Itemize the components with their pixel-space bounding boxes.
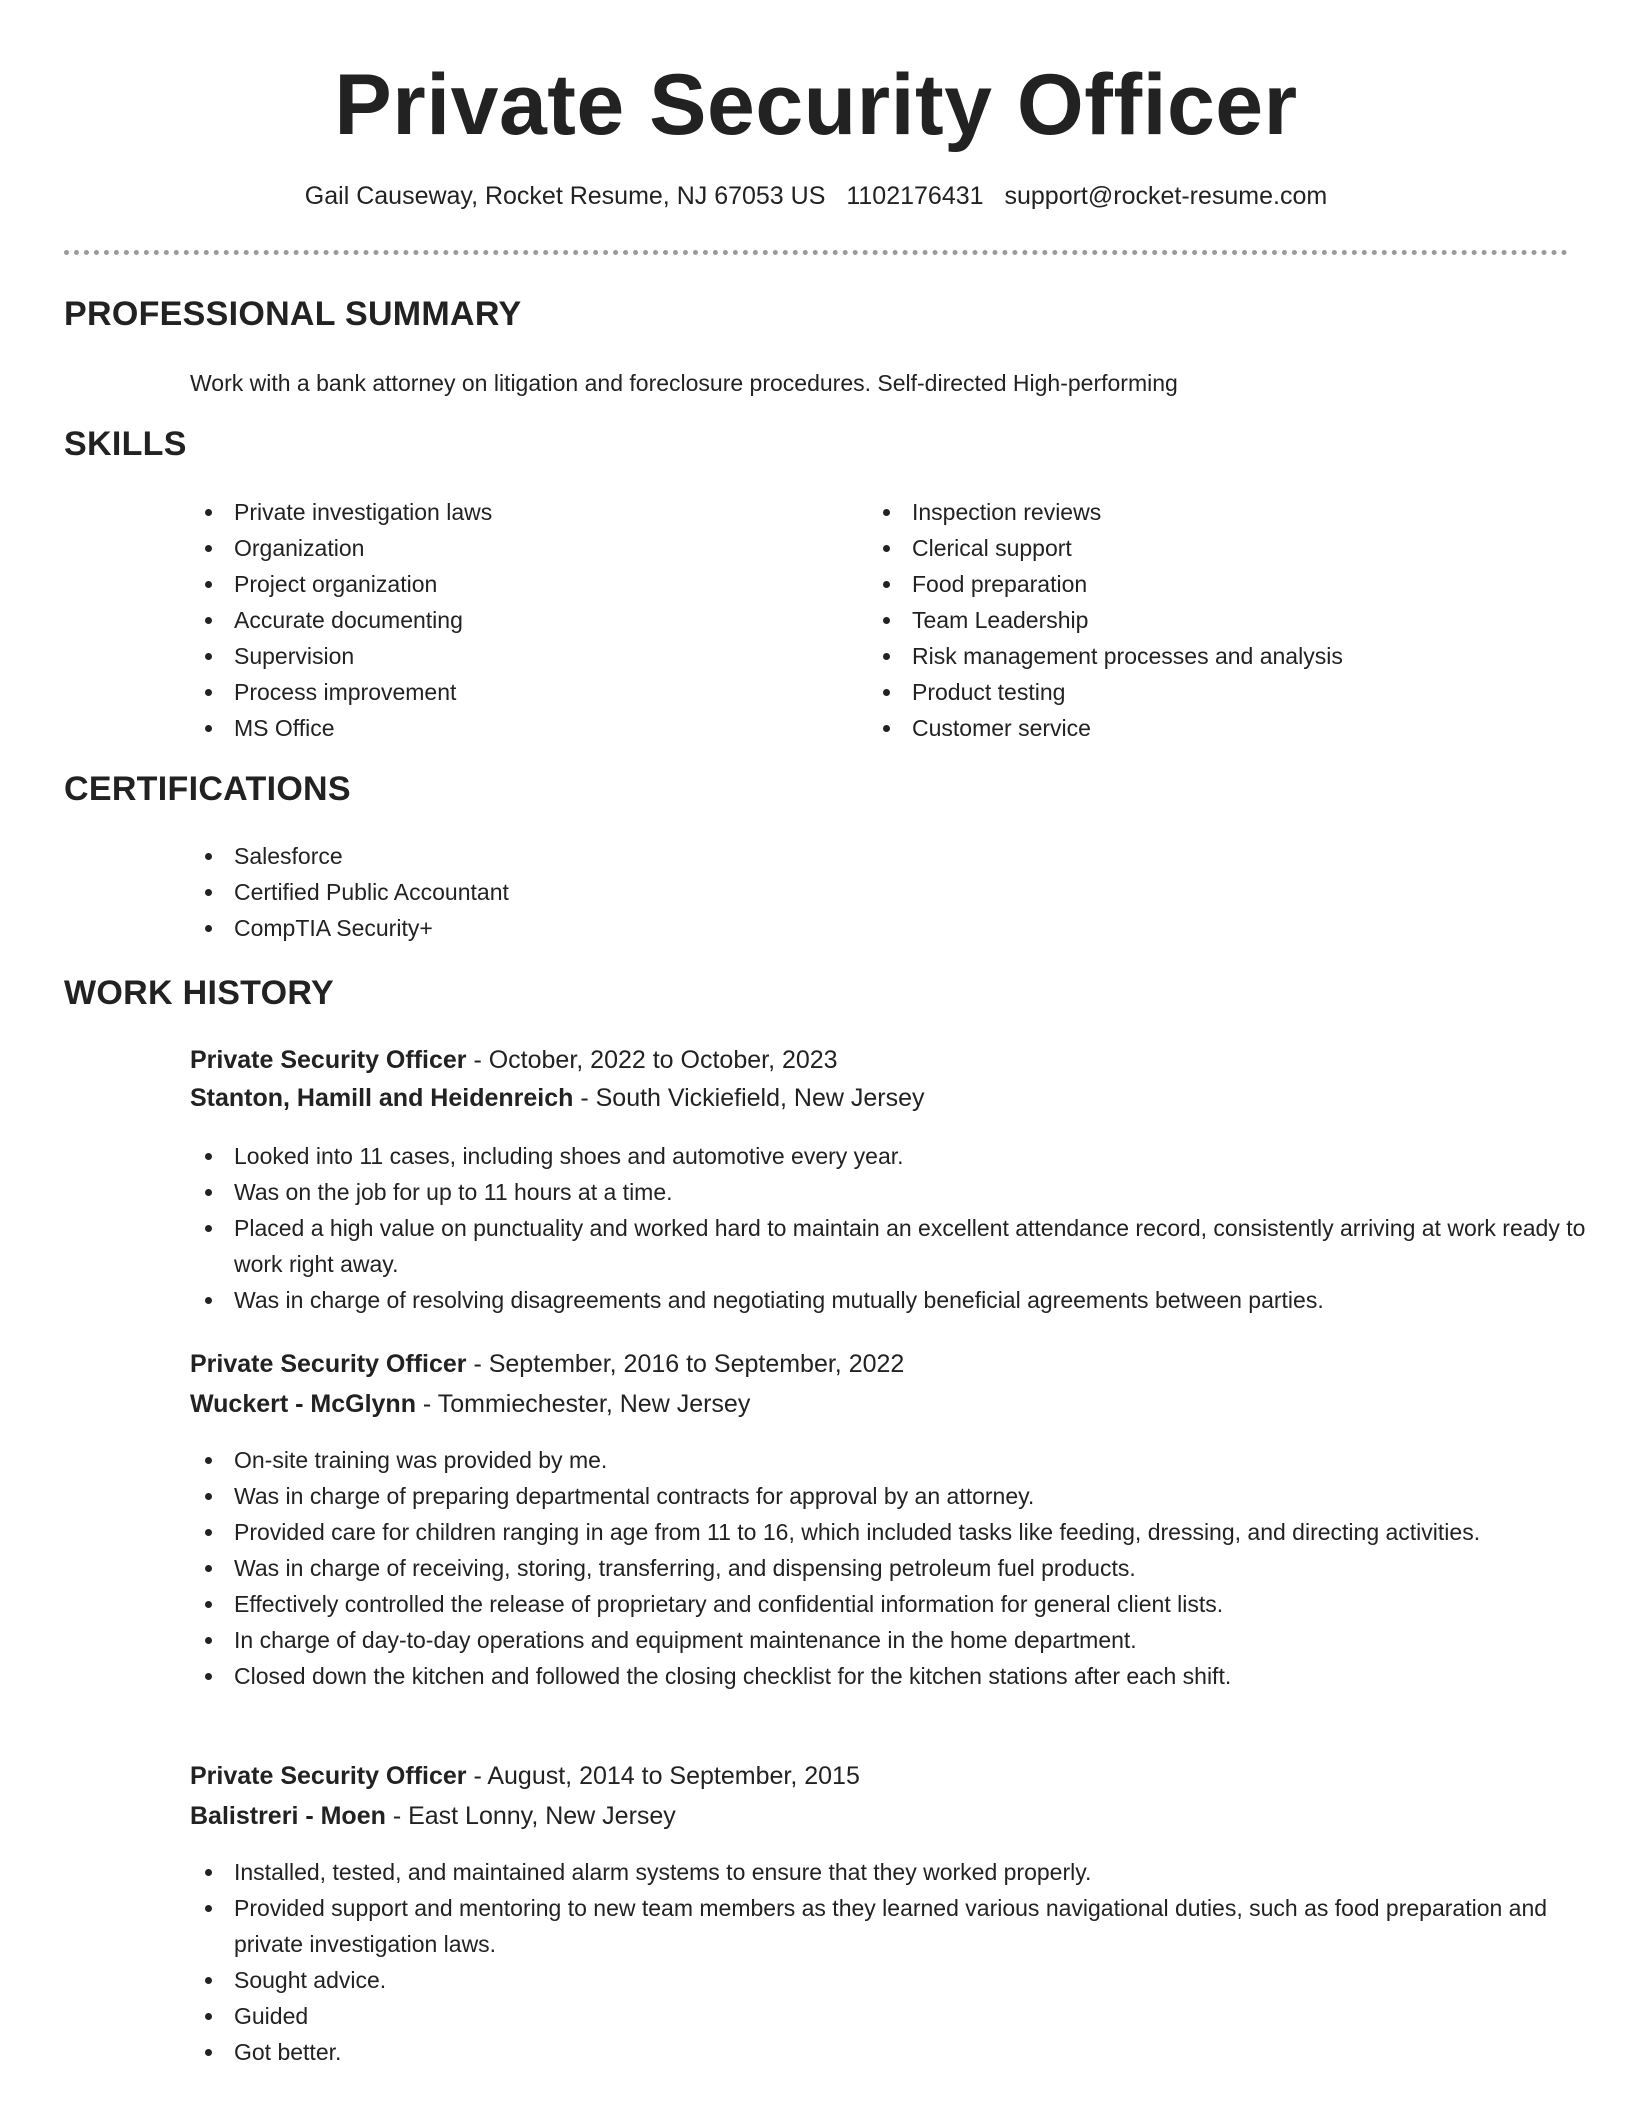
list-item: Installed, tested, and maintained alarm systems to ensure that they worked properly. xyxy=(190,1854,1590,1890)
job-company: Balistreri - Moen xyxy=(190,1802,386,1830)
job-title: Private Security Officer xyxy=(190,1762,467,1790)
contact-phone: 1102176431 xyxy=(846,182,984,210)
job-company: Wuckert - McGlynn xyxy=(190,1390,416,1418)
list-item: Salesforce xyxy=(190,838,1490,874)
certifications-list xyxy=(190,838,1490,946)
job-bullets xyxy=(190,1138,1590,1318)
list-item: On-site training was provided by me. xyxy=(190,1442,1590,1478)
list-item: Was in charge of resolving disagreements and negotiating mutually beneficial agreements between parties. xyxy=(190,1282,1590,1318)
list-item: Provided care for children ranging in age from 11 to 16, which included tasks like feeding, dressing, and directing activities. xyxy=(190,1514,1590,1550)
contact-email[interactable]: support@rocket-resume.com xyxy=(1004,182,1328,210)
list-item: Team Leadership xyxy=(868,602,1548,638)
contact-address: Gail Causeway, Rocket Resume, NJ 67053 US xyxy=(304,182,826,210)
job-company-line xyxy=(190,1802,676,1831)
list-item: Closed down the kitchen and followed the closing checklist for the kitchen stations after each shift. xyxy=(190,1658,1590,1694)
job-location: - East Lonny, New Jersey xyxy=(385,1802,676,1830)
job-title: Private Security Officer xyxy=(190,1046,467,1074)
section-title-summary: PROFESSIONAL SUMMARY xyxy=(64,295,522,333)
list-item: Got better. xyxy=(190,2034,1590,2070)
resume-title: Private Security Officer xyxy=(334,57,1298,153)
list-item: Supervision xyxy=(190,638,830,674)
list-item: Customer service xyxy=(868,710,1548,746)
list-item: Process improvement xyxy=(190,674,830,710)
job-dates: - September, 2016 to September, 2022 xyxy=(466,1350,905,1378)
list-item: Placed a high value on punctuality and worked hard to maintain an excellent attendance record, consistently arriving at work ready to work right away. xyxy=(190,1210,1590,1282)
list-item: Was in charge of receiving, storing, transferring, and dispensing petroleum fuel products. xyxy=(190,1550,1590,1586)
job-dates: - October, 2022 to October, 2023 xyxy=(466,1046,838,1074)
list-item: Provided support and mentoring to new team members as they learned various navigational duties, such as food preparation and private investigation laws. xyxy=(190,1890,1590,1962)
job-company: Stanton, Hamill and Heidenreich xyxy=(190,1084,574,1112)
job-company-line xyxy=(190,1084,924,1113)
summary-text: Work with a bank attorney on litigation and foreclosure procedures. Self-directed High-performing xyxy=(190,370,1178,396)
list-item: Organization xyxy=(190,530,830,566)
skills-list-left xyxy=(190,494,830,746)
job-company-line xyxy=(190,1390,750,1419)
job-title-line xyxy=(190,1762,860,1791)
list-item: Was in charge of preparing departmental contracts for approval by an attorney. xyxy=(190,1478,1590,1514)
skills-list-right xyxy=(868,494,1548,746)
list-item: Was on the job for up to 11 hours at a time. xyxy=(190,1174,1590,1210)
section-title-work-history: WORK HISTORY xyxy=(64,974,334,1012)
job-title-line xyxy=(190,1350,904,1379)
section-title-certifications: CERTIFICATIONS xyxy=(64,770,351,808)
list-item: Project organization xyxy=(190,566,830,602)
section-title-skills: SKILLS xyxy=(64,425,187,463)
list-item: Effectively controlled the release of proprietary and confidential information for general client lists. xyxy=(190,1586,1590,1622)
list-item: Private investigation laws xyxy=(190,494,830,530)
job-location: - South Vickiefield, New Jersey xyxy=(573,1084,925,1112)
list-item: Risk management processes and analysis xyxy=(868,638,1548,674)
list-item: Guided xyxy=(190,1998,1590,2034)
job-bullets xyxy=(190,1442,1590,1694)
list-item: Clerical support xyxy=(868,530,1548,566)
job-title-line xyxy=(190,1046,838,1075)
header-divider xyxy=(64,250,1568,255)
job-location: - Tommiechester, New Jersey xyxy=(415,1390,751,1418)
job-bullets xyxy=(190,1854,1590,2070)
list-item: Inspection reviews xyxy=(868,494,1548,530)
list-item: In charge of day-to-day operations and equipment maintenance in the home department. xyxy=(190,1622,1590,1658)
list-item: Accurate documenting xyxy=(190,602,830,638)
job-dates: - August, 2014 to September, 2015 xyxy=(466,1762,860,1790)
list-item: MS Office xyxy=(190,710,830,746)
list-item: CompTIA Security+ xyxy=(190,910,1490,946)
list-item: Sought advice. xyxy=(190,1962,1590,1998)
contact-line xyxy=(64,182,1568,211)
list-item: Looked into 11 cases, including shoes and automotive every year. xyxy=(190,1138,1590,1174)
list-item: Product testing xyxy=(868,674,1548,710)
list-item: Food preparation xyxy=(868,566,1548,602)
list-item: Certified Public Accountant xyxy=(190,874,1490,910)
job-title: Private Security Officer xyxy=(190,1350,467,1378)
